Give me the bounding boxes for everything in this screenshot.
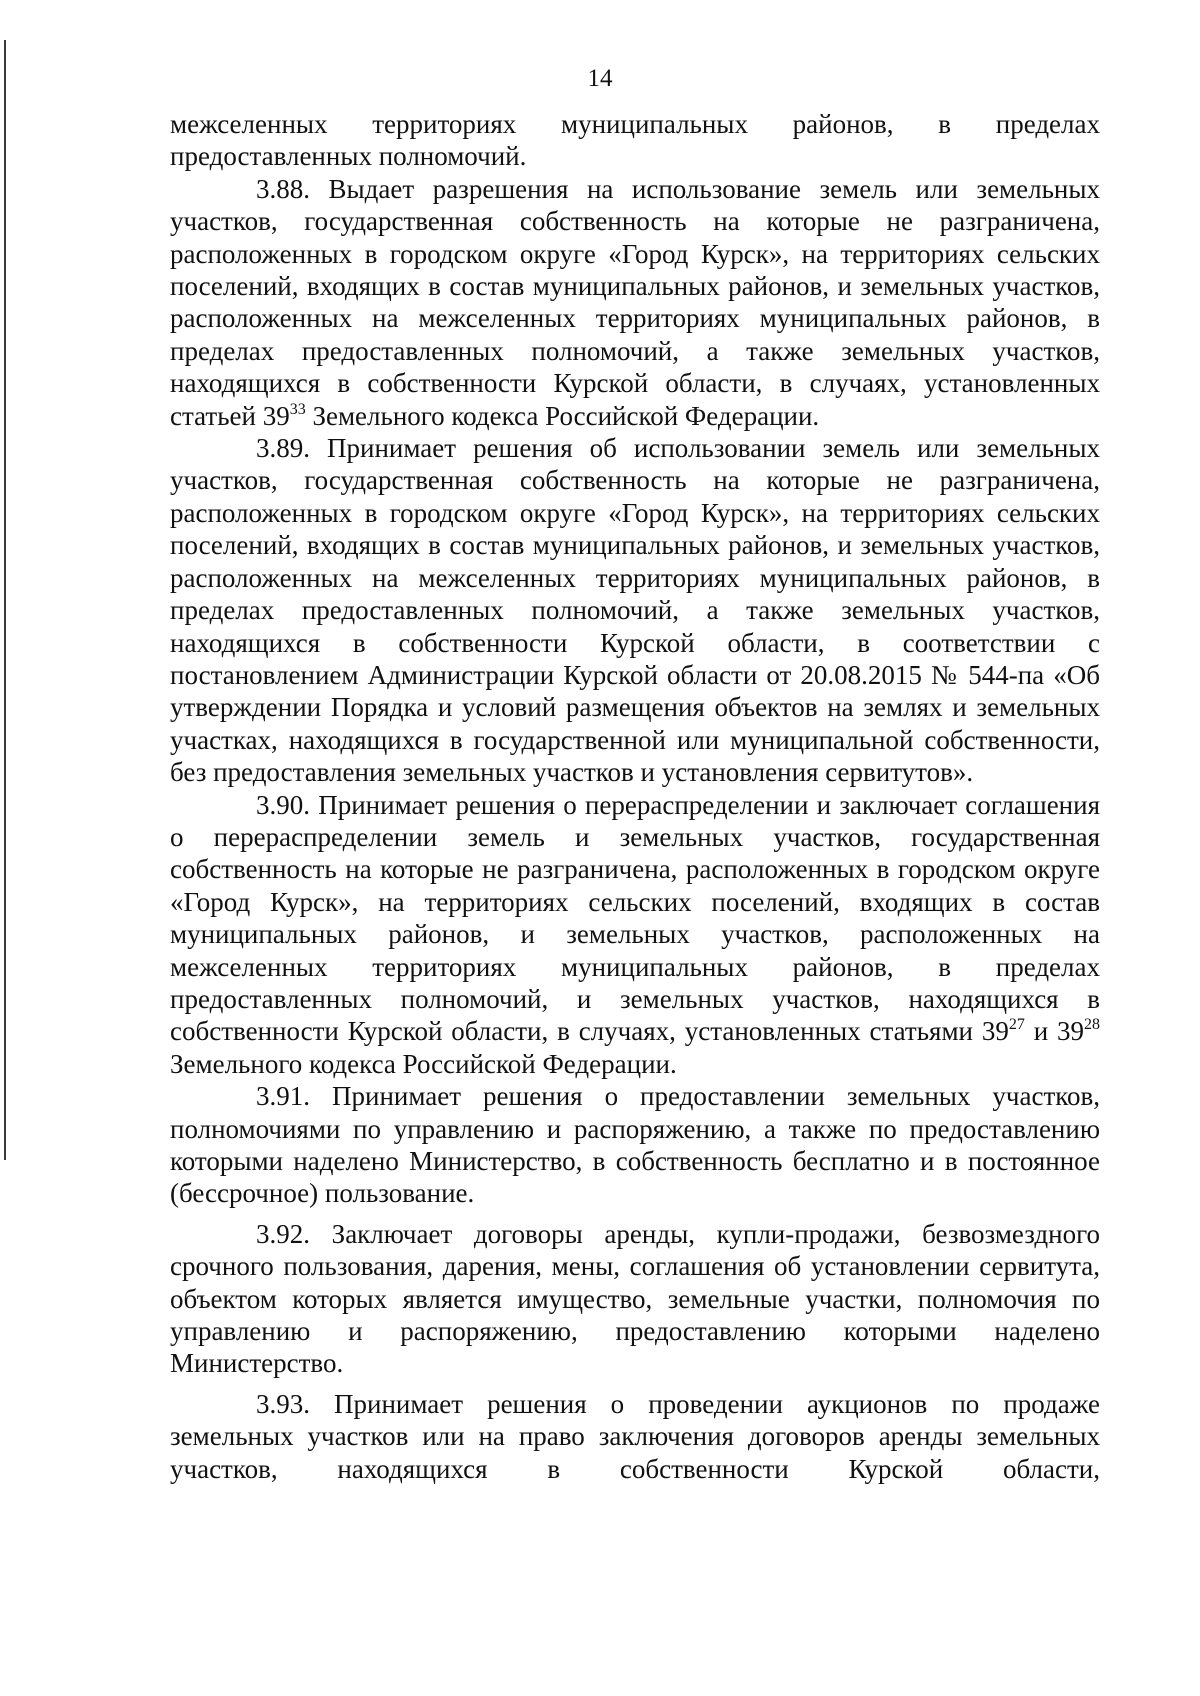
paragraph-text-mid: и 39 [1024, 1016, 1084, 1047]
paragraph-text: Принимает решения о проведении аукционов по продаже земельных участков или на право заключения договоров аренды земельных участков, находящихся в собственности Курской области, [170, 1388, 1100, 1484]
paragraph-number: 3.92. [256, 1218, 310, 1249]
page-number: 14 [587, 65, 613, 92]
paragraph-text: Заключает договоры аренды, купли-продажи, безвозмездного срочного пользования, дарения, мены, соглашения об установлении сервитута, объектом которых является имущество, земельные участки, полномочия по управлению и распоряжению, предоставлению которыми наделено Министерство. [170, 1218, 1101, 1379]
superscript-33: 33 [289, 400, 306, 418]
superscript-28: 28 [1084, 1016, 1100, 1034]
paragraph-text: Принимает решения об использовании земель или земельных участков, государственная собственность на которые не разграничена, расположенных в городском округе «Город Курск», на территориях сельских поселений, входящих в состав муниципальных районов, и земельных участков, расположенных на межселенных территориях муниципальных районов, в пределах предоставленных полномочий, а также земельных участков, находящихся в собственности Курской области, в соответствии с постановлением Администрации Курской области от 20.08.2015 № 544-па «Об утверждении Порядка и условий размещения объектов на землях и земельных участках, находящихся в государственной или муниципальной собственности, без предоставления земельных участков и установления сервитутов». [170, 433, 1100, 788]
paragraph-number: 3.89. [256, 433, 310, 464]
paragraph-number: 3.93. [256, 1388, 310, 1419]
paragraph-text: Принимает решения о предоставлении земельных участков, полномочиями по управлению и распоряжению, а также по предоставлению которыми наделено Министерство, в собственность бесплатно и в постоянное (бессрочное) пользование. [170, 1081, 1101, 1209]
paragraph-3-91 [170, 1080, 1100, 1210]
scan-edge-line [4, 40, 6, 1160]
paragraph-text: Принимает решения о перераспределении и заключает соглашения о перераспределении земель и земельных участков, государственная собственность на которые не разграничена, расположенных в городском округе «Город Курск», на территориях сельских поселений, входящих в состав муниципальных районов, и земельных участков, расположенных на межселенных территориях муниципальных районов, в пределах предоставленных полномочий, и земельных участков, находящихся в собственности Курской области, в случаях, установленных статьями 39 [170, 789, 1100, 1047]
paragraph-number: 3.88. [256, 173, 310, 204]
paragraph-number: 3.90. [256, 789, 310, 820]
paragraph-3-92 [170, 1218, 1100, 1380]
paragraph-text-tail: Земельного кодекса Российской Федерации. [170, 1048, 677, 1079]
paragraph-3-88 [170, 173, 1100, 432]
paragraph-continuation [170, 108, 1100, 173]
paragraph-text-tail: Земельного кодекса Российской Федерации. [305, 400, 820, 431]
paragraph-number: 3.91. [256, 1081, 310, 1112]
paragraph-3-90 [170, 789, 1100, 1081]
paragraph-text: межселенных территориях муниципальных районов, в пределах предоставленных полномочий. [170, 109, 1100, 172]
paragraph-3-89 [170, 432, 1100, 788]
paragraph-3-93 [170, 1388, 1100, 1485]
paragraph-text: Выдает разрешения на использование земель или земельных участков, государственная собственность на которые не разграничена, расположенных в городском округе «Город Курск», на территориях сельских поселений, входящих в состав муниципальных районов, и земельных участков, расположенных на межселенных территориях муниципальных районов, в пределах предоставленных полномочий, а также земельных участков, находящихся в собственности Курской области, в случаях, установленных статьей 39 [170, 173, 1101, 431]
document-body [170, 108, 1100, 1485]
superscript-27: 27 [1008, 1016, 1025, 1034]
